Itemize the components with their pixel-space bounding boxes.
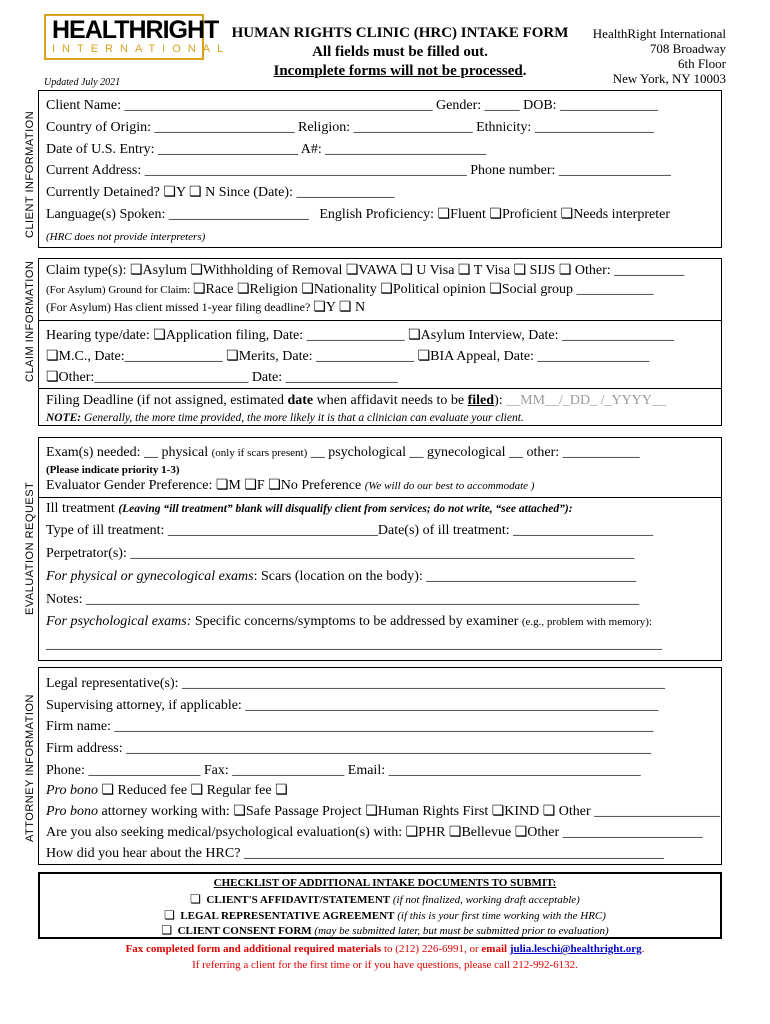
checklist-title: CHECKLIST OF ADDITIONAL INTAKE DOCUMENTS TO SUBMIT: xyxy=(213,877,557,889)
logo-text-bottom: INTERNATIONAL xyxy=(52,43,231,55)
address-line-3: 6th Floor xyxy=(677,56,726,71)
exams-physical-note: (only if scars present) xyxy=(211,447,308,459)
checklist-item-affidavit-note: (if not finalized, working draft acceptable) xyxy=(390,894,580,906)
fax-instructions-bold: Fax completed form and additional required materials xyxy=(125,943,382,955)
checklist-item-agreement-note: (if this is your first time working with the HRC) xyxy=(394,910,606,922)
fee-row[interactable] xyxy=(46,782,288,800)
filing-deadline-colon: ): xyxy=(494,393,507,408)
language-spoken-field[interactable]: Language(s) Spoken: ____________________ xyxy=(46,207,309,222)
checklist-item-consent-note: (may be submitted later, but must be submitted prior to evaluation) xyxy=(311,925,609,937)
psych-row[interactable] xyxy=(46,613,652,631)
updated-date: Updated July 2021 xyxy=(44,77,121,88)
form-header: HUMAN RIGHTS CLINIC (HRC) INTAKE FORM All fields must be filled out. Incomplete forms will not be processed. xyxy=(215,24,585,81)
hearing-other-row[interactable]: ❏Other:______________________ Date: ________________ xyxy=(46,370,398,385)
firm-name-row[interactable]: Firm name: _____________________________________________________________________________ xyxy=(46,719,654,734)
scars-row[interactable] xyxy=(46,568,636,586)
evaluation-divider xyxy=(38,497,722,498)
english-proficiency-field[interactable]: English Proficiency: ❏Fluent ❏Proficient ❏Needs interpreter xyxy=(319,207,670,222)
address-line-1: HealthRight International xyxy=(592,26,726,41)
ill-treatment-warning: (Leaving “ill treatment” blank will disqualify client from services; do not write, “see attached”): xyxy=(118,503,573,515)
form-subtitle-2: Incomplete forms will not be processed xyxy=(273,63,523,79)
address-phone-row[interactable]: Current Address: ______________________________________________ Phone number: ________________ xyxy=(46,163,671,178)
claim-type-row[interactable]: Claim type(s): ❏Asylum ❏Withholding of Removal ❏VAWA ❏ U Visa ❏ T Visa ❏ SIJS ❏ Other: __________ xyxy=(46,263,685,278)
pro-bono-partner-row[interactable] xyxy=(46,803,720,821)
address-line-4: New York, NY 10003 xyxy=(612,71,726,86)
gender-preference-options[interactable]: Evaluator Gender Preference: ❏M ❏F ❏No Preference xyxy=(46,478,365,493)
filing-deadline-missed-row[interactable] xyxy=(46,298,365,317)
filing-deadline-label: Filing Deadline (if not assigned, estimated xyxy=(46,393,288,408)
claim-information-label: CLAIM INFORMATION xyxy=(24,260,36,382)
claim-divider-1 xyxy=(38,320,722,321)
filing-deadline-date-word: date xyxy=(287,393,314,408)
fax-instructions: Fax completed form and additional required materials to (212) 226-6991, or email julia.leschi@healthright.org. xyxy=(125,943,645,955)
perpetrator-row[interactable]: Perpetrator(s): ________________________________________________________________________ xyxy=(46,546,635,561)
logo-text-top: HEALTHRIGHT xyxy=(52,16,219,44)
gender-preference-note: (We will do our best to accommodate ) xyxy=(364,480,535,492)
checkbox-icon[interactable]: ❏ xyxy=(161,923,173,937)
healthright-logo xyxy=(44,14,231,60)
organization-address xyxy=(570,26,726,86)
fee-options[interactable]: ❏ Reduced fee ❏ Regular fee ❏ xyxy=(97,783,288,798)
filing-note xyxy=(46,409,524,427)
detained-row[interactable]: Currently Detained? ❏Y ❏ N Since (Date): ______________ xyxy=(46,185,395,200)
client-information-label: CLIENT INFORMATION xyxy=(24,110,36,238)
attorney-information-label: ATTORNEY INFORMATION xyxy=(24,694,36,842)
evaluation-request-label: EVALUATION REQUEST xyxy=(24,481,36,615)
filing-deadline-missed-options[interactable]: ❏Y ❏ N xyxy=(313,300,366,315)
checklist-item-agreement[interactable] xyxy=(0,908,770,922)
filing-deadline-date-input[interactable]: __MM__/_DD_ /_YYYY__ xyxy=(506,393,666,408)
scars-field[interactable]: : Scars (location on the body): ______________________________ xyxy=(253,569,637,584)
exams-physical[interactable]: Exam(s) needed: __ physical xyxy=(46,445,212,460)
scars-label: For physical or gynecological exams xyxy=(46,569,254,584)
checklist-item-consent-label: CLIENT CONSENT FORM xyxy=(177,925,312,937)
legal-rep-row[interactable]: Legal representative(s): _____________________________________________________________________ xyxy=(46,676,666,691)
ill-treatment-row xyxy=(46,500,573,518)
filing-deadline-missed-label: (For Asylum) Has client missed 1-year filing deadline? xyxy=(46,300,314,314)
filing-deadline-row[interactable] xyxy=(46,392,666,410)
other-evaluation-row[interactable]: Are you also seeking medical/psychological evaluation(s) with: ❏PHR ❏Bellevue ❏Other ____________________ xyxy=(46,825,703,840)
claim-ground-label: (For Asylum) Ground for Claim: xyxy=(46,284,193,296)
checklist-item-consent[interactable] xyxy=(0,923,770,937)
filing-deadline-mid: when affidavit needs to be xyxy=(313,393,468,408)
checkbox-icon[interactable]: ❏ xyxy=(164,908,175,922)
psych-label: For psychological exams: xyxy=(46,614,192,629)
firm-address-row[interactable]: Firm address: ___________________________________________________________________________ xyxy=(46,741,652,756)
ill-treatment-type-row[interactable]: Type of ill treatment: ______________________________Date(s) of ill treatment: ____________________ xyxy=(46,523,654,538)
hearing-type-row[interactable]: Hearing type/date: ❏Application filing, Date: ______________ ❏Asylum Interview, Date: ________________ xyxy=(46,328,675,343)
hearing-date-row[interactable]: ❏M.C., Date:______________ ❏Merits, Date: ______________ ❏BIA Appeal, Date: ________________ xyxy=(46,349,650,364)
psych-concerns-field[interactable]: ________________________________________________________________________________________ xyxy=(46,637,662,652)
claim-ground-options[interactable]: ❏Race ❏Religion ❏Nationality ❏Political opinion ❏Social group ___________ xyxy=(192,282,654,297)
ill-treatment-label: Ill treatment xyxy=(46,501,119,516)
psych-example: (e.g., problem with memory): xyxy=(521,616,653,628)
client-name-row[interactable]: Client Name: ____________________________________________ Gender: _____ DOB: ______________ xyxy=(46,98,659,113)
filing-note-label: NOTE: xyxy=(46,412,82,424)
form-subtitle-1: All fields must be filled out. xyxy=(312,44,488,60)
priority-note: (Please indicate priority 1-3) xyxy=(46,464,180,476)
address-line-2: 708 Broadway xyxy=(649,41,726,56)
pro-bono-partner-options[interactable]: attorney working with: ❏Safe Passage Project ❏Human Rights First ❏KIND ❏ Other __________________ xyxy=(97,804,721,819)
email-word: email xyxy=(481,943,510,955)
email-link[interactable]: julia.leschi@healthright.org xyxy=(509,943,642,955)
pro-bono-partner-label: Pro bono xyxy=(46,804,98,819)
interpreter-note: (HRC does not provide interpreters) xyxy=(46,231,206,243)
exams-other[interactable]: __ psychological __ gynecological __ other: ___________ xyxy=(307,445,640,460)
exams-needed-row[interactable] xyxy=(46,444,640,462)
claim-ground-row[interactable] xyxy=(46,281,654,299)
checklist-item-agreement-label: LEGAL REPRESENTATIVE AGREEMENT xyxy=(180,910,395,922)
country-religion-row[interactable]: Country of Origin: ____________________ Religion: _________________ Ethnicity: _________________ xyxy=(46,120,654,135)
fee-pro-bono-label: Pro bono xyxy=(46,783,98,798)
form-title: HUMAN RIGHTS CLINIC (HRC) INTAKE FORM xyxy=(231,25,569,41)
fax-number: to (212) 226-6991, or xyxy=(381,943,482,955)
checklist-item-affidavit[interactable] xyxy=(0,892,770,906)
checklist-item-affidavit-label: CLIENT'S AFFIDAVIT/STATEMENT xyxy=(206,894,391,906)
gender-preference-row[interactable] xyxy=(46,477,534,495)
supervising-attorney-row[interactable]: Supervising attorney, if applicable: ___________________________________________________________ xyxy=(46,698,659,713)
referral-source-row[interactable]: How did you hear about the HRC? ____________________________________________________________ xyxy=(46,846,664,861)
claim-divider-2 xyxy=(38,388,722,389)
psych-text: Specific concerns/symptoms to be addressed by examiner xyxy=(191,614,522,629)
entry-date-row[interactable]: Date of U.S. Entry: ____________________ A#: _______________________ xyxy=(46,142,487,157)
checkbox-icon[interactable]: ❏ xyxy=(190,892,201,906)
referral-phone-note: If referring a client for the first time or if you have questions, please call 212-992-6132. xyxy=(192,959,578,971)
notes-row[interactable]: Notes: _______________________________________________________________________________ xyxy=(46,592,640,607)
filing-note-text: Generally, the more time provided, the more likely it is that a clinician can evaluate your client. xyxy=(81,412,524,424)
language-row[interactable] xyxy=(46,206,670,224)
phone-fax-email-row[interactable]: Phone: ________________ Fax: ________________ Email: ____________________________________ xyxy=(46,763,641,778)
filing-deadline-filed-word: filed xyxy=(467,393,495,408)
